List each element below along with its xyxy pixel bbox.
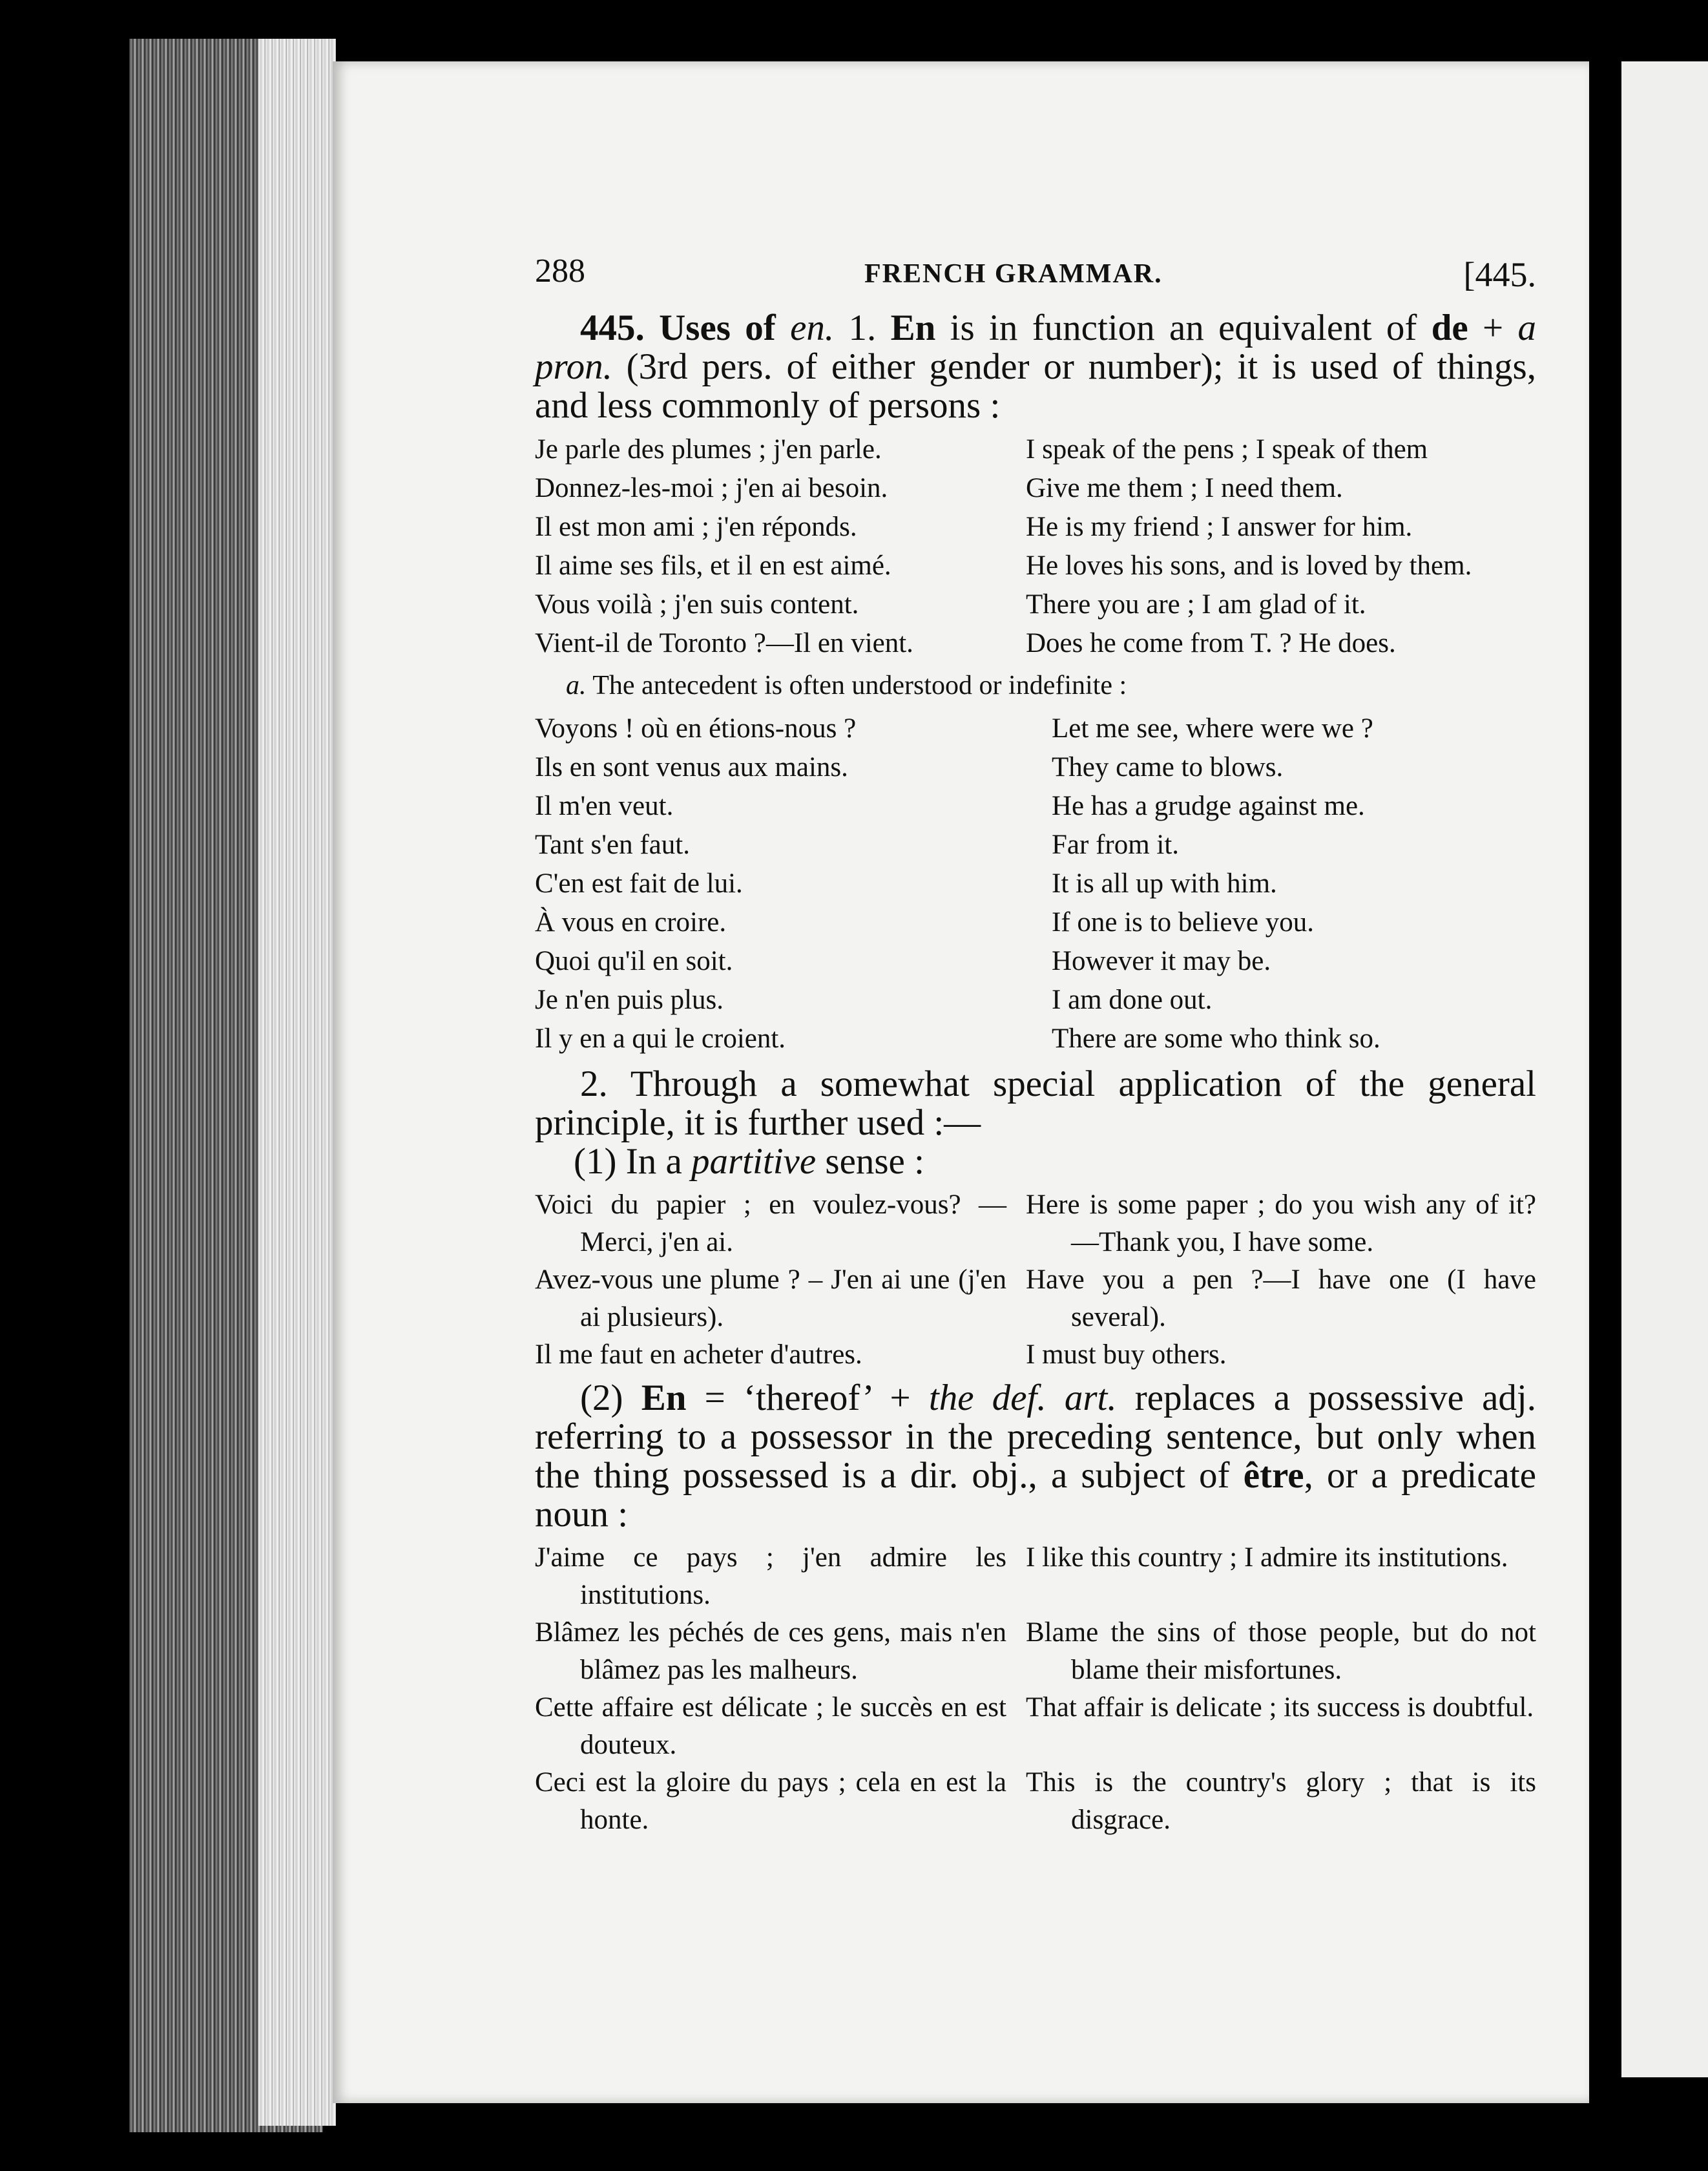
french-example: Vient-il de Toronto ?—Il en vient.	[535, 628, 913, 658]
french-example: À vous en croire.	[535, 907, 727, 938]
intro-text-1: is in function an equivalent of	[935, 308, 1432, 348]
example-row	[535, 469, 1536, 508]
example-row	[535, 1614, 1536, 1689]
facing-page-edge	[1621, 61, 1708, 2077]
english-translation: Blame the sins of those people, but do not blame their misfortunes.	[1026, 1617, 1536, 1685]
example-row	[535, 865, 1536, 903]
example-row	[535, 748, 1536, 787]
examples-block-4	[535, 1539, 1536, 1839]
english-translation: I like this country ; I admire its institutions.	[1026, 1542, 1508, 1573]
example-row	[535, 787, 1536, 826]
point-2-2-text: replaces a possessive adj. referring to a possessor in the preceding sentence, but only when the thing possessed is a dir. obj., a subject of	[535, 1378, 1537, 1496]
example-row	[535, 547, 1536, 585]
english-translation: There are some who think so.	[1052, 1023, 1380, 1054]
point-2-1-rest: sense :	[816, 1141, 924, 1182]
examples-block-1	[535, 430, 1536, 663]
french-example: Il m'en veut.	[535, 791, 674, 821]
example-row	[535, 942, 1536, 981]
example-row	[535, 430, 1536, 469]
point-2: 2. Through a somewhat special application of the general principle, it is further used :—	[535, 1064, 1536, 1143]
english-translation: That affair is delicate ; its success is doubtful.	[1026, 1692, 1534, 1723]
example-row	[535, 1336, 1536, 1374]
example-row	[535, 981, 1536, 1020]
french-example: Il est mon ami ; j'en réponds.	[535, 512, 857, 542]
point-2-2-label: (2)	[580, 1378, 641, 1418]
french-example: Tant s'en faut.	[535, 830, 690, 860]
point-2-2-term: En	[641, 1378, 687, 1418]
french-example: Il aime ses fils, et il en est aimé.	[535, 551, 891, 581]
section-heading-word: en.	[790, 308, 835, 348]
english-translation: Give me them ; I need them.	[1026, 473, 1343, 503]
english-translation: It is all up with him.	[1052, 868, 1277, 899]
french-example: Blâmez les péchés de ces gens, mais n'en blâmez pas les malheurs.	[535, 1617, 1006, 1685]
point-2-2-etre: être	[1243, 1455, 1304, 1496]
french-example: Ils en sont venus aux mains.	[535, 752, 848, 782]
french-example: Voyons ! où en étions-nous ?	[535, 713, 857, 744]
note-text: The antecedent is often understood or indefinite :	[586, 671, 1127, 700]
point-2-2	[535, 1379, 1536, 1534]
french-example: J'aime ce pays ; j'en admire les institutions.	[535, 1542, 1006, 1610]
english-translation: If one is to believe you.	[1052, 907, 1315, 938]
english-translation: I speak of the pens ; I speak of them	[1026, 434, 1428, 465]
french-example: Donnez-les-moi ; j'en ai besoin.	[535, 473, 888, 503]
example-row	[535, 508, 1536, 547]
english-translation: However it may be.	[1052, 946, 1271, 976]
example-row	[535, 826, 1536, 865]
note-label: a.	[566, 671, 587, 700]
section-number: [445.	[1463, 255, 1536, 294]
english-translation: Far from it.	[1052, 830, 1180, 860]
example-row	[535, 1689, 1536, 1764]
section-heading: Uses of	[659, 308, 776, 348]
english-translation: He has a grudge against me.	[1052, 791, 1365, 821]
french-example: Cette affaire est délicate ; le succès en est douteux.	[535, 1692, 1006, 1760]
intro-text-2: (3rd pers. of either gender or number); it is used of things, and less commonly of persons :	[535, 346, 1536, 426]
plus-sign: +	[1468, 308, 1518, 348]
french-example: Quoi qu'il en soit.	[535, 946, 733, 976]
french-example: Ceci est la gloire du pays ; cela en est la honte.	[535, 1767, 1006, 1835]
point-2-2-defart: the def. art.	[928, 1378, 1117, 1418]
english-translation: I must buy others.	[1026, 1339, 1227, 1370]
page-number: 288	[535, 253, 585, 289]
example-row	[535, 1539, 1536, 1614]
english-translation: Have you a pen ?—I have one (I have several).	[1026, 1264, 1536, 1332]
term-en: En	[890, 308, 936, 348]
french-example: Il me faut en acheter d'autres.	[535, 1339, 862, 1370]
french-example: Voici du papier ; en voulez-vous? —Merci, j'en ai.	[535, 1190, 1006, 1257]
french-example: Je parle des plumes ; j'en parle.	[535, 434, 882, 465]
french-example: Je n'en puis plus.	[535, 985, 724, 1015]
section-label: 445.	[580, 308, 645, 348]
french-example: Avez-vous une plume ? – J'en ai une (j'en ai plusieurs).	[535, 1264, 1006, 1332]
example-row	[535, 709, 1536, 748]
english-translation: He loves his sons, and is loved by them.	[1026, 551, 1472, 581]
examples-block-2	[535, 709, 1536, 1058]
english-translation: Here is some paper ; do you wish any of it?—Thank you, I have some.	[1026, 1190, 1536, 1257]
examples-block-3	[535, 1186, 1536, 1374]
english-translation: He is my friend ; I answer for him.	[1026, 512, 1413, 542]
example-row	[535, 1186, 1536, 1261]
french-example: Il y en a qui le croient.	[535, 1023, 786, 1054]
english-translation: There you are ; I am glad of it.	[1026, 589, 1366, 620]
english-translation: Let me see, where were we ?	[1052, 713, 1373, 744]
term-apron: a pron.	[535, 308, 1537, 387]
running-head	[535, 246, 1536, 297]
example-row	[535, 585, 1536, 624]
example-row	[535, 1020, 1536, 1058]
point-2-1-word: partitive	[691, 1141, 817, 1182]
note-a	[566, 667, 1536, 704]
example-row	[535, 1764, 1536, 1839]
english-translation: Does he come from T. ? He does.	[1026, 628, 1396, 658]
example-row	[535, 903, 1536, 942]
page-stack-edges-front	[258, 39, 336, 2126]
english-translation: This is the country's glory ; that is its disgrace.	[1026, 1767, 1536, 1835]
page-content	[535, 246, 1536, 1843]
point-number: 1.	[848, 308, 877, 348]
term-de: de	[1431, 308, 1468, 348]
section-intro	[535, 309, 1536, 425]
french-example: C'en est fait de lui.	[535, 868, 743, 899]
french-example: Vous voilà ; j'en suis content.	[535, 589, 859, 620]
point-2-1	[574, 1142, 1536, 1181]
example-row	[535, 624, 1536, 663]
english-translation: They came to blows.	[1052, 752, 1284, 782]
point-2-2-eq: = ‘thereof’ +	[686, 1378, 929, 1418]
running-title: FRENCH GRAMMAR.	[864, 259, 1163, 289]
point-2-1-label: (1) In a	[574, 1141, 691, 1182]
example-row	[535, 1261, 1536, 1336]
point-2-2-end: , or a predicate noun :	[535, 1455, 1536, 1535]
english-translation: I am done out.	[1052, 985, 1213, 1015]
